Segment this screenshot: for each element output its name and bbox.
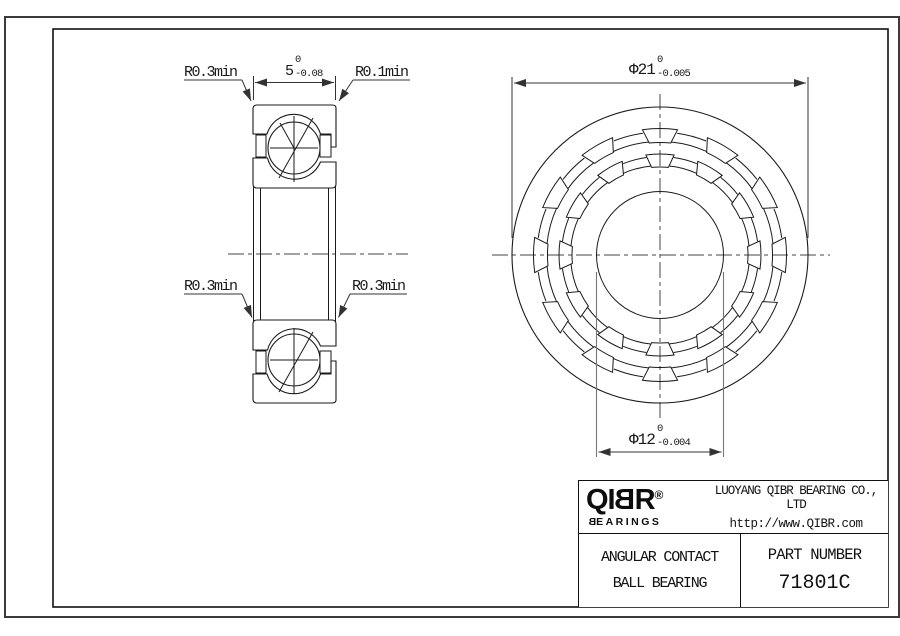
logo-subtitle	[586, 516, 704, 528]
bore-dim-value: Φ12	[629, 431, 655, 449]
logo-mirrored-b: B	[614, 484, 635, 516]
part-number-label: PART NUMBER	[767, 546, 862, 564]
od-dim-lower-tol: -0.005	[657, 68, 691, 80]
title-block-detail-row	[579, 534, 888, 607]
company-name: LUOYANG QIBR BEARING CO., LTD	[714, 483, 878, 512]
label-r03-mid-left: R0.3min	[184, 278, 237, 295]
product-name-line2: BALL BEARING	[612, 575, 707, 592]
company-website: http://www.QIBR.com	[729, 516, 863, 531]
width-dim-value: 5	[285, 63, 293, 80]
front-view	[492, 54, 830, 457]
title-block-header-row	[579, 481, 888, 534]
label-r03-top-left: R0.3min	[184, 64, 237, 81]
logo-sub-mirrored-b: B	[586, 516, 597, 528]
contact-angle-line-bottom	[279, 332, 313, 392]
company-info	[704, 484, 888, 531]
cage-bottom-right	[320, 351, 331, 373]
od-dim-value: Φ21	[629, 61, 655, 79]
width-dim-lower-tol: -0.08	[295, 68, 323, 80]
product-name-line1: ANGULAR CONTACT	[600, 549, 719, 566]
logo-wordmark	[586, 486, 704, 515]
bore-dim-upper-tol: 0	[657, 423, 663, 435]
od-dim-upper-tol: 0	[657, 54, 663, 66]
logo-text-prefix: QI	[586, 484, 615, 516]
section-view	[184, 54, 410, 403]
raceway-radius-line-top	[280, 123, 294, 148]
product-description-cell	[579, 534, 741, 607]
logo-text-suffix: R	[634, 484, 655, 516]
radius-callouts	[184, 64, 410, 318]
cage-top-left	[256, 135, 266, 157]
width-dimension	[254, 54, 336, 100]
cage-top-right	[320, 135, 331, 157]
title-block	[578, 480, 888, 607]
section-top-half	[253, 105, 336, 188]
label-r03-mid-right: R0.3min	[352, 278, 405, 295]
part-number-value: 71801C	[778, 572, 851, 595]
logo-sub-rest: EARINGS	[596, 516, 662, 528]
width-dim-upper-tol: 0	[295, 54, 301, 66]
bore-dim-lower-tol: -0.004	[657, 437, 691, 449]
registered-trademark-icon: ®	[654, 488, 664, 502]
company-logo	[579, 486, 704, 528]
cage-bottom-left	[256, 351, 266, 373]
label-r01-top-right: R0.1min	[355, 64, 408, 81]
section-bottom-half	[253, 320, 336, 403]
part-number-cell	[741, 534, 888, 607]
